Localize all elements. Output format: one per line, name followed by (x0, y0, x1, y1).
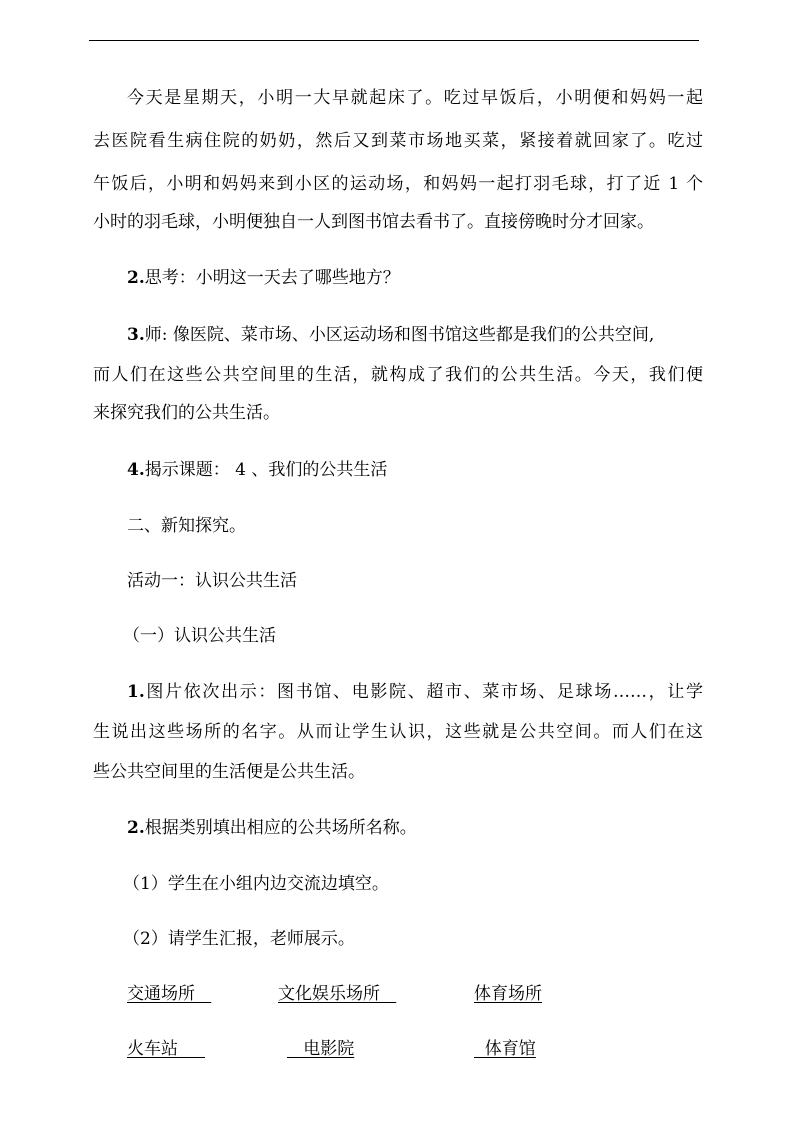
item-3-line-3: 来探究我们的公共生活。 (93, 403, 280, 423)
table-header-transport: 交通场所 (127, 984, 212, 1004)
item-3-line-2: 而人们在这些公共空间里的生活，就构成了我们的公共生活。今天，我们便 (93, 365, 703, 385)
item-4-number: 4. (127, 460, 145, 480)
point-1-text-1: 图片依次出示：图书馆、电影院、超市、菜市场、足球场……，让学 (144, 682, 703, 702)
table-header-sports: 体育场所 (474, 984, 542, 1004)
activity-1-heading: 活动一：认识公共生活 (127, 571, 297, 591)
point-2-text: 根据类别填出相应的公共场所名称。 (144, 818, 417, 838)
story-line-4: 小时的羽毛球，小明便独自一人到图书馆去看书了。直接傍晚时分才回家。 (93, 212, 654, 232)
point-2 (127, 818, 417, 838)
table-row-1 (93, 1039, 703, 1061)
story-line-2: 去医院看生病住院的奶奶，然后又到菜市场地买菜，紧接着就回家了。吃过 (93, 131, 703, 151)
item-4-text: 揭示课题： 4 、我们的公共生活 (144, 460, 388, 480)
story-line-1: 今天是星期天，小明一大早就起床了。吃过早饭后，小明便和妈妈一起 (127, 88, 703, 108)
point-1-line-3: 些公共空间里的生活便是公共生活。 (93, 762, 365, 782)
table-cell-gym: 体育馆 (474, 1039, 536, 1059)
table-cell-cinema: 电影院 (287, 1039, 355, 1059)
point-1-line-1 (127, 682, 703, 702)
table-header-culture: 文化娱乐场所 (278, 984, 397, 1004)
table-cell-train-station: 火车站 (127, 1039, 206, 1059)
item-2 (127, 268, 400, 288)
table-header-row (93, 984, 703, 1006)
section-2-heading: 二、新知探究。 (127, 516, 246, 536)
point-1-number: 1. (127, 682, 145, 702)
page-header-rule (89, 40, 699, 41)
sub-1-heading: （一）认识公共生活 (123, 626, 276, 646)
item-3-number: 3. (127, 325, 145, 345)
step-2: （2）请学生汇报，老师展示。 (123, 929, 355, 949)
item-2-number: 2. (127, 268, 145, 288)
item-3-text-1: 师: 像医院、菜市场、小区运动场和图书馆这些都是我们的公共空间, (144, 325, 655, 345)
point-2-number: 2. (127, 818, 145, 838)
item-4 (127, 460, 387, 480)
item-2-text: 思考：小明这一天去了哪些地方？ (144, 268, 400, 288)
step-1: （1）学生在小组内边交流边填空。 (123, 874, 389, 894)
story-line-3: 午饭后，小明和妈妈来到小区的运动场，和妈妈一起打羽毛球，打了近 1 个 (93, 174, 703, 194)
point-1-line-2: 生说出这些场所的名字。从而让学生认识，这些就是公共空间。而人们在这 (93, 722, 703, 742)
item-3-line-1 (127, 325, 703, 345)
